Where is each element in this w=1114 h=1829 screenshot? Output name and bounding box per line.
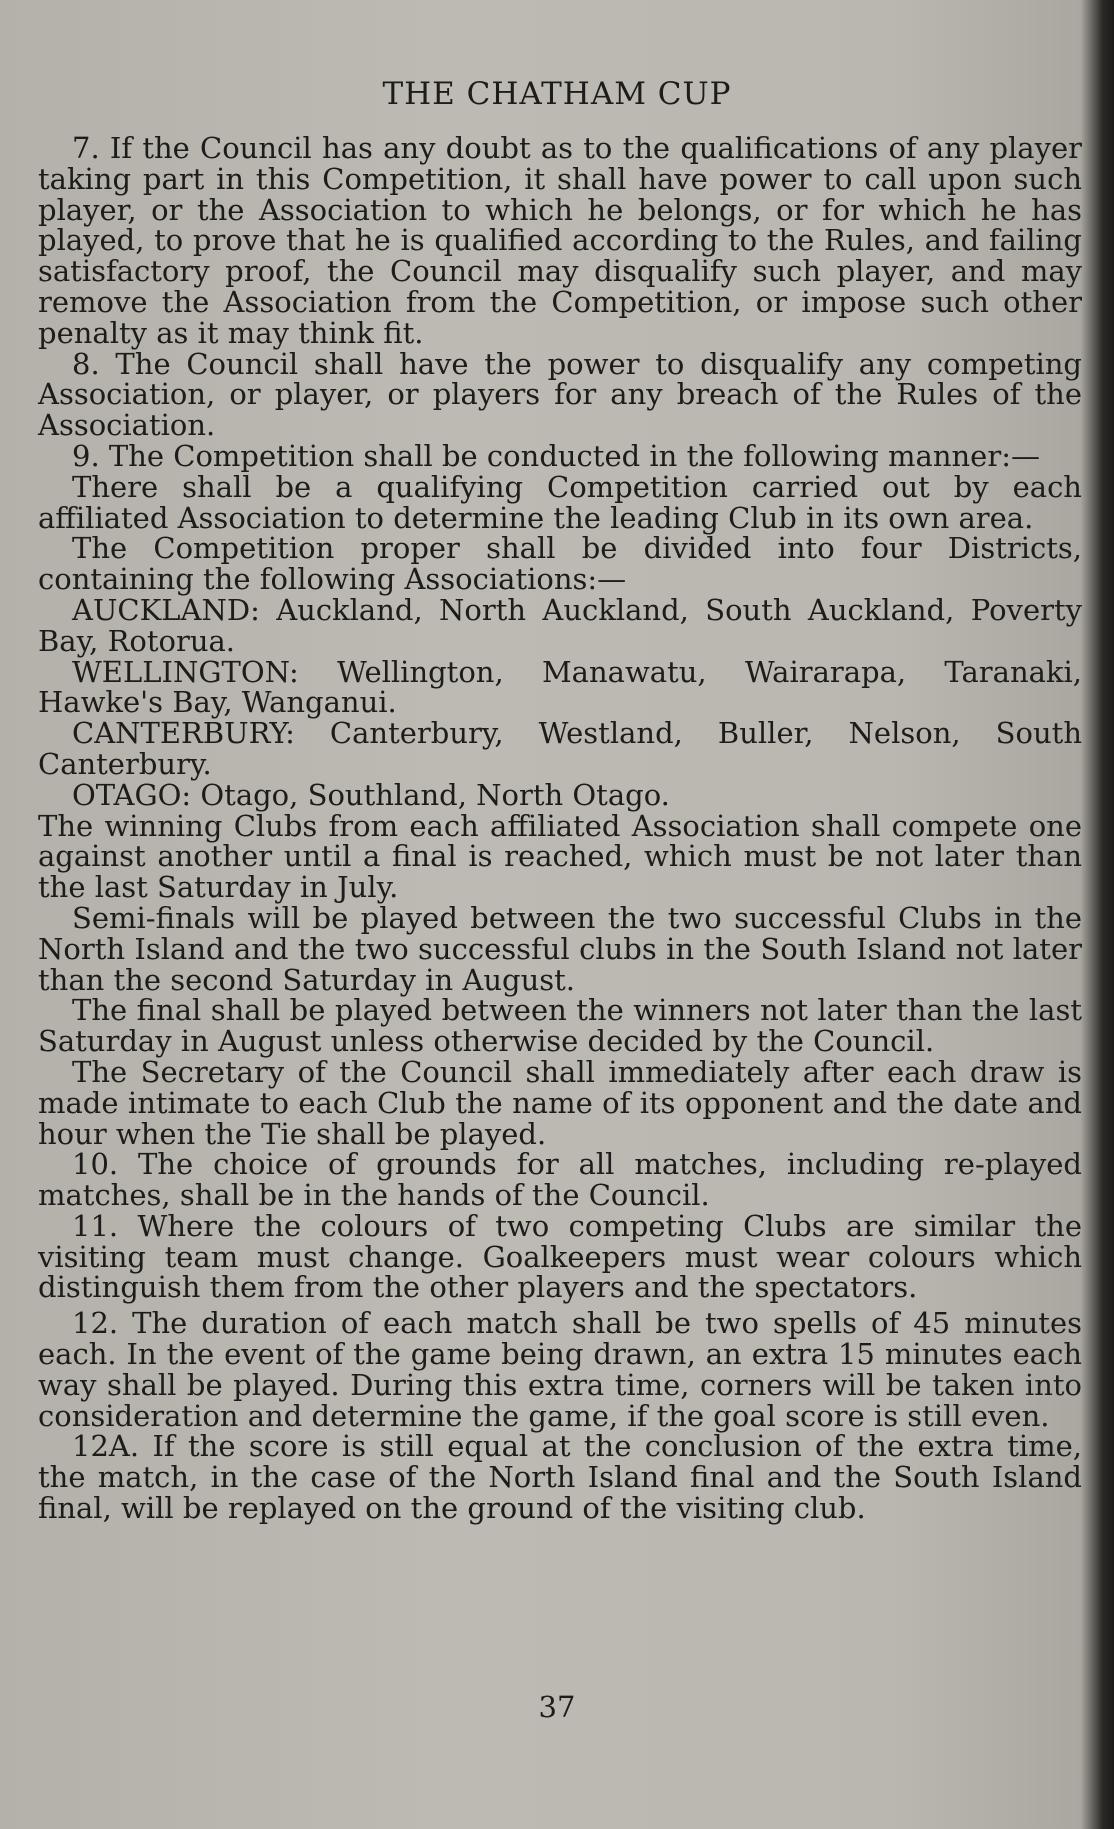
page-title: THE CHATHAM CUP [382,76,732,112]
districts-intro: The Competition proper shall be divided into four Districts, containing the following Associations:— [38,531,1082,597]
winning-clubs: The winning Clubs from each affiliated Association shall compete one against another until a final is reached, which must be not later than the last Saturday in July. [38,808,1082,905]
district-wellington: WELLINGTON: Wellington, Manawatu, Wairarapa, Taranaki, Hawke's Bay, Wanganui. [38,654,1082,720]
rule-10: 10. The choice of grounds for all matches, including re-played matches, shall be in the hands of the Council. [38,1147,1082,1213]
rule-7: 7. If the Council has any doubt as to the qualifications of any player taking part in this Competition, it shall have power to call upon such player, or the Association to which he belongs, or for which he has played, to prove that he is qualified according to the Rules, and failing satisfactory proof, the Council may disqualify such player, and may remove the Association from the Competition, or impose such other penalty as it may think fit. [38,131,1082,350]
district-canterbury: CANTERBURY: Canterbury, Westland, Buller, Nelson, South Canterbury. [38,716,1082,781]
rule-9: 9. The Competition shall be conducted in the following manner:— [72,438,1040,473]
rule-11: 11. Where the colours of two competing Clubs are similar the visiting team must change. Goalkeepers must wear colours which distinguish them from the other players and the spectators. [38,1208,1082,1305]
semi-finals: Semi-finals will be played between the two successful Clubs in the North Island and the two successful clubs in the South Island not later than the second Saturday in August. [38,900,1082,997]
district-auckland: AUCKLAND: Auckland, North Auckland, South Auckland, Poverty Bay, Rotorua. [38,592,1082,658]
rule-8: 8. The Council shall have the power to disqualify any competing Association, or player, or players for any breach of the Rules of the Association. [38,346,1082,443]
final: The final shall be played between the winners not later than the last Saturday in August unless otherwise decided by the Council. [38,993,1082,1059]
qualifying-competition: There shall be a qualifying Competition carried out by each affiliated Association to determine the leading Club in its own area. [38,469,1082,535]
district-otago: OTAGO: Otago, Southland, North Otago. [72,777,670,812]
secretary-draw: The Secretary of the Council shall immediately after each draw is made intimate to each Club the name of its opponent and the date and hour when the Tie shall be played. [38,1054,1082,1151]
page-number: 37 [538,1690,576,1724]
rule-12: 12. The duration of each match shall be two spells of 45 minutes each. In the event of the game being drawn, an extra 15 minutes each way shall be played. During this extra time, corners will be taken into consideration and determine the game, if the goal score is still even. [38,1306,1082,1433]
rules-text [38,133,1082,1524]
rule-12a: 12A. If the score is still equal at the conclusion of the extra time, the match, in the case of the North Island final and the South Island final, will be replayed on the ground of the visiting club. [38,1429,1082,1526]
